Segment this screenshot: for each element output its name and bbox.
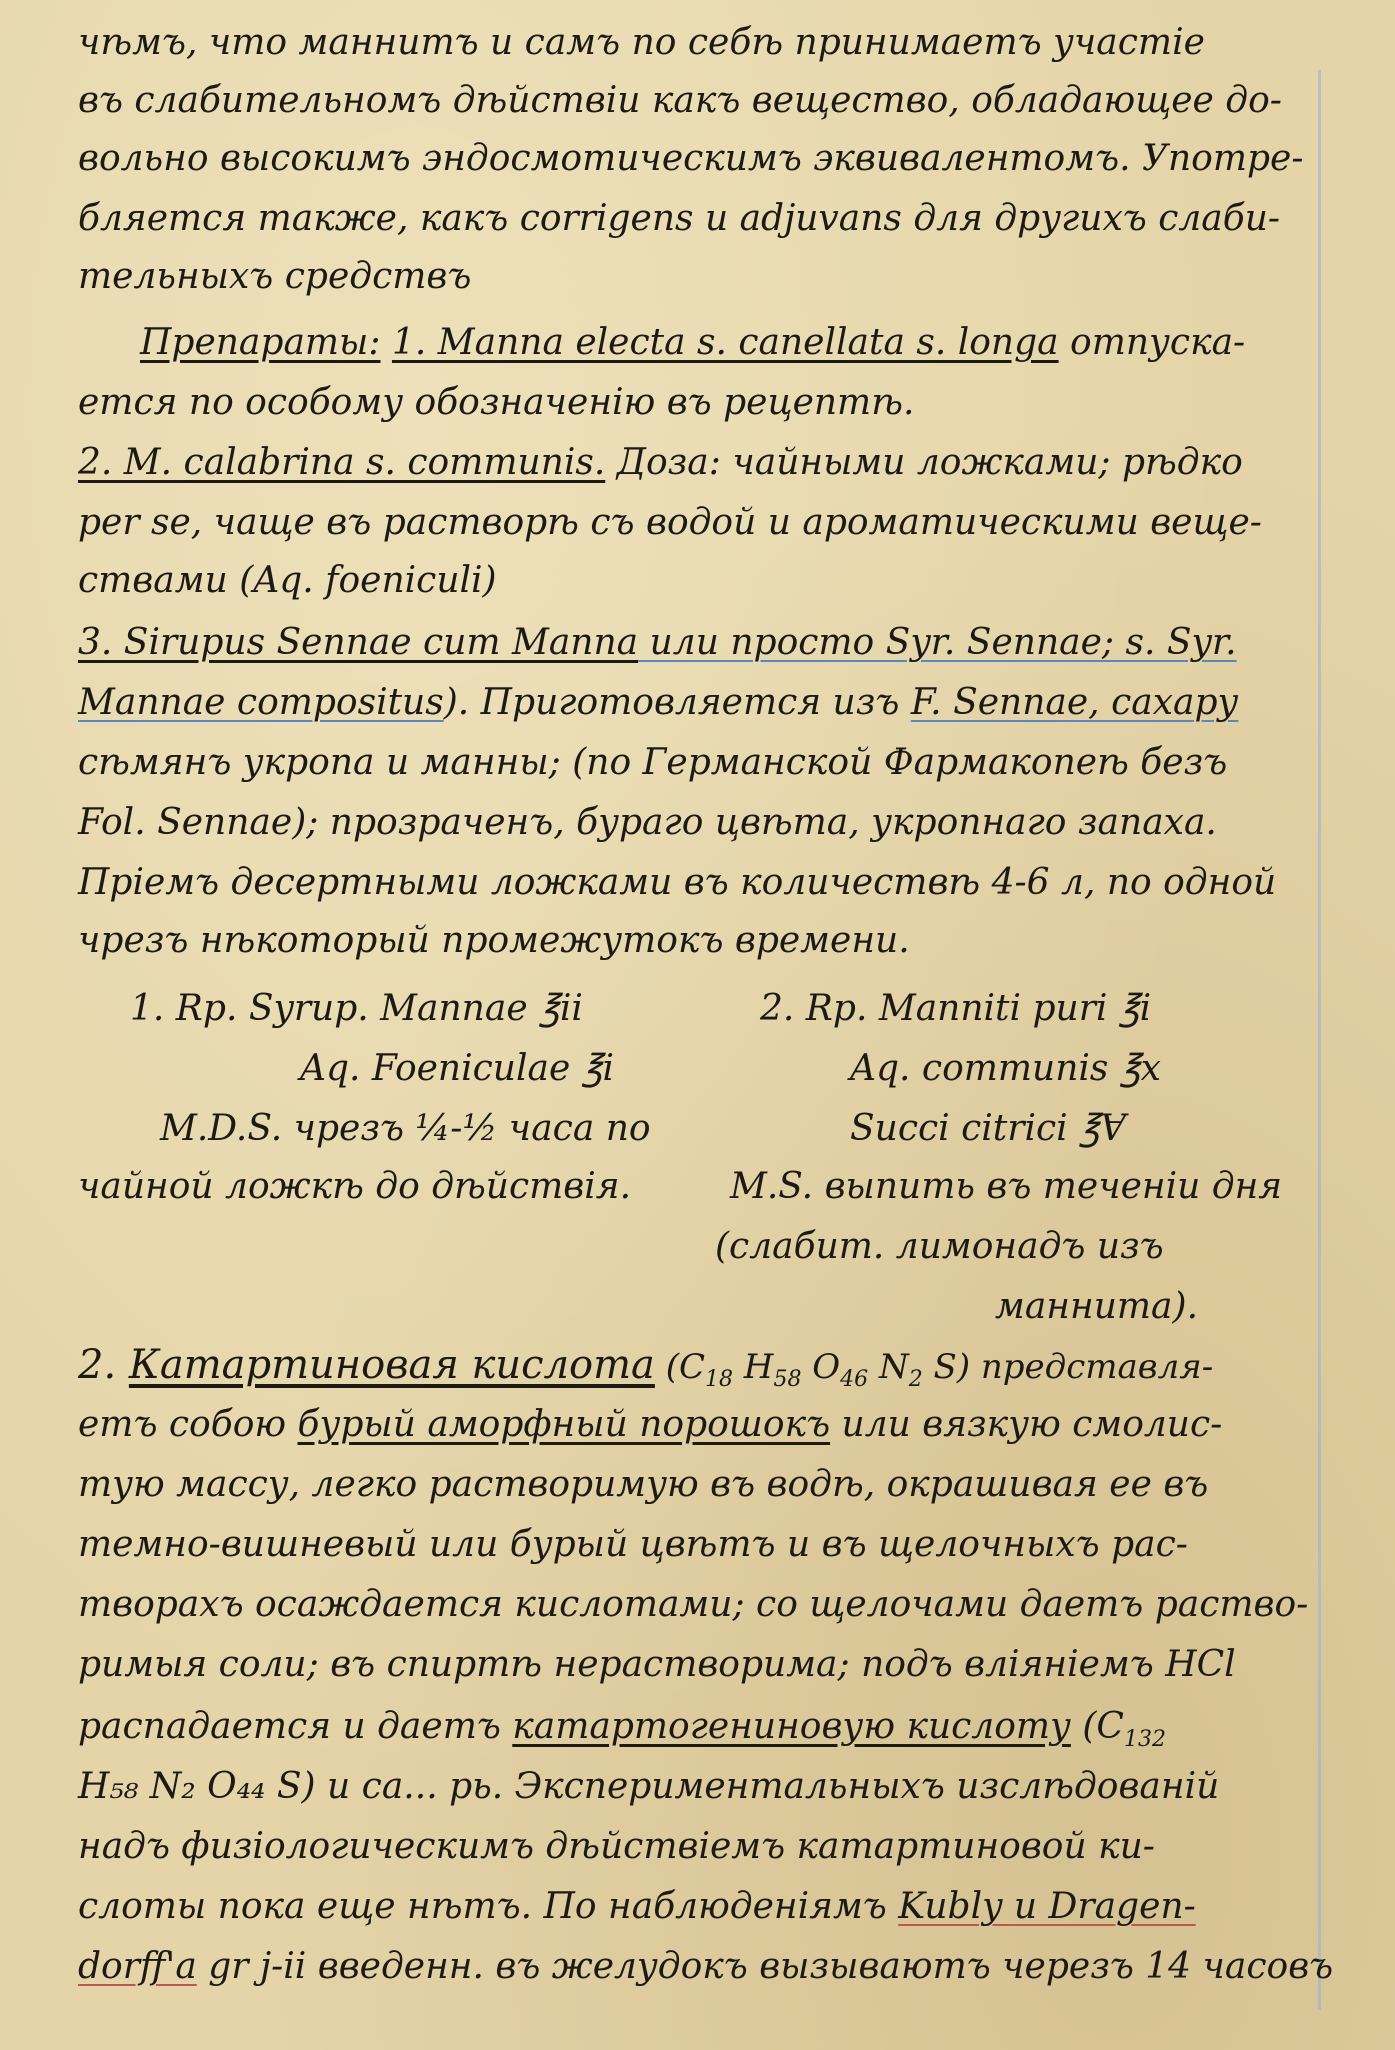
kubly-dragendorff: Kubly и Dragen- [898, 1886, 1196, 1927]
text-line: чѣмъ, что маннитъ и самъ по себѣ принимаетъ участіе [78, 22, 1205, 63]
recipe-line: M.D.S. чрезъ ¼-½ часа по [160, 1108, 651, 1149]
section-line: H₅₈ N₂ O₄₄ S) и са... рь. Экспериментальныхъ изслѣдованій [78, 1766, 1220, 1807]
recipe-line: (слабит. лимонадъ изъ [715, 1226, 1164, 1267]
recipe-line: 2. Rp. Manniti puri ℥i [760, 988, 1152, 1029]
text-line: сѣмянъ укропа и манны; (по Германской Фармакопеѣ безъ [78, 742, 1228, 783]
text-line: Fol. Sennae); прозраченъ, бураго цвѣта, укропнаго запаха. [78, 802, 1217, 843]
text-line: Пріемъ десертными ложками въ количествѣ 4-6 л, по одной [78, 862, 1277, 903]
section-line [78, 1946, 1333, 1987]
katartogeninovaya-kislota: катартогениновую кислоту [512, 1706, 1071, 1747]
text-line: ствами (Aq. foeniculi) [78, 560, 497, 601]
text-line: per se, чаще въ растворѣ съ водой и ароматическими веще- [78, 502, 1262, 543]
text-line: бляется также, какъ corrigens и adjuvans для другихъ слаби- [78, 198, 1281, 239]
text-line: въ слабительномъ дѣйствіи какъ вещество, обладающее до- [78, 80, 1282, 121]
blue-margin-rule [1318, 70, 1321, 2010]
recipe-line: M.S. выпить въ теченіи дня [730, 1166, 1283, 1207]
section-line: римыя соли; въ спиртѣ нерастворима; подъ вліяніемъ HCl [78, 1644, 1236, 1685]
recipe-line: чайной ложкѣ до дѣйствія. [78, 1166, 632, 1207]
sirupus-line [78, 622, 1237, 663]
manna-electa: 1. Manna electa s. canellata s. longa [391, 322, 1059, 363]
subscript: 18 [705, 1367, 733, 1392]
recipe-line: Aq. Foeniculae ℥i [300, 1048, 614, 1089]
section-line [78, 1886, 1196, 1927]
text-span: gr j-ii введенн. въ желудокъ вызываютъ черезъ 14 часовъ [196, 1946, 1334, 1987]
subscript: 58 [773, 1367, 802, 1392]
preparations-label: Препараты: [140, 322, 381, 363]
formula [654, 1347, 1214, 1392]
recipe-line: Succi citrici ℥Ɐ [850, 1108, 1126, 1149]
subscript: 46 [840, 1367, 869, 1392]
dragendorff: dorff'а [78, 1946, 197, 1987]
text-line: тельныхъ средствъ [78, 256, 472, 297]
text-line: чрезъ нѣкоторый промежутокъ времени. [78, 920, 910, 961]
text-span: или вязкую смолис- [830, 1404, 1223, 1445]
sirupus-sennae: 3. Sirupus Sennae cum Manna [78, 622, 639, 663]
recipe-line: Aq. communis ℥x [850, 1048, 1161, 1089]
text-span: (C [1070, 1706, 1124, 1747]
text-span: распадается и даетъ [78, 1706, 513, 1747]
manna-calabrina: 2. M. calabrina s. communis. [78, 442, 606, 483]
formula-part: N [868, 1347, 909, 1387]
formula-part: H [733, 1347, 774, 1387]
text-span: ). Приготовляется изъ [443, 682, 911, 723]
section-line: надъ физіологическимъ дѣйствіемъ катартиновой ки- [78, 1826, 1155, 1867]
text-span: или просто Syr. Sennae; s. Syr. [638, 622, 1237, 663]
subscript: 132 [1123, 1727, 1166, 1752]
preparations-line [140, 322, 1245, 363]
section-line [78, 1706, 1166, 1752]
mannae-compositus-line [78, 682, 1238, 723]
section-2-heading [78, 1342, 1213, 1392]
section-number: 2. [78, 1342, 129, 1388]
section-line: темно-вишневый или бурый цвѣтъ и въ щелочныхъ рас- [78, 1524, 1188, 1565]
subscript: 2 [908, 1367, 923, 1392]
section-line: творахъ осаждается кислотами; со щелочами даетъ раство- [78, 1584, 1309, 1625]
section-title: Катартиновая кислота [128, 1342, 655, 1388]
text-span: Доза: чайными ложками; рѣдко [605, 442, 1243, 483]
bury-amorphny-poroshok: бурый аморфный порошокъ [297, 1404, 831, 1445]
formula-part: O [801, 1347, 841, 1387]
mannae-compositus: Mannae compositus [78, 682, 444, 723]
formula-part: (C [654, 1347, 705, 1387]
text-span: слоты пока еще нѣтъ. По наблюденіямъ [78, 1886, 899, 1927]
text-span: отпуска- [1058, 322, 1246, 363]
formula-part: S) представля- [922, 1347, 1214, 1387]
section-line [78, 1404, 1222, 1445]
recipe-line: маннита). [995, 1286, 1199, 1327]
text-line: ется по особому обозначенію въ рецептѣ. [78, 382, 915, 423]
manna-calabrina-line [78, 442, 1243, 483]
section-line: тую массу, легко растворимую въ водѣ, окрашивая ее въ [78, 1464, 1209, 1505]
f-sennae: F. Sennae, сахару [910, 682, 1239, 723]
text-line: вольно высокимъ эндосмотическимъ эквивалентомъ. Употре- [78, 138, 1304, 179]
text-span: етъ собою [78, 1404, 298, 1445]
recipe-line: 1. Rp. Syrup. Mannae ℥ii [130, 988, 583, 1029]
